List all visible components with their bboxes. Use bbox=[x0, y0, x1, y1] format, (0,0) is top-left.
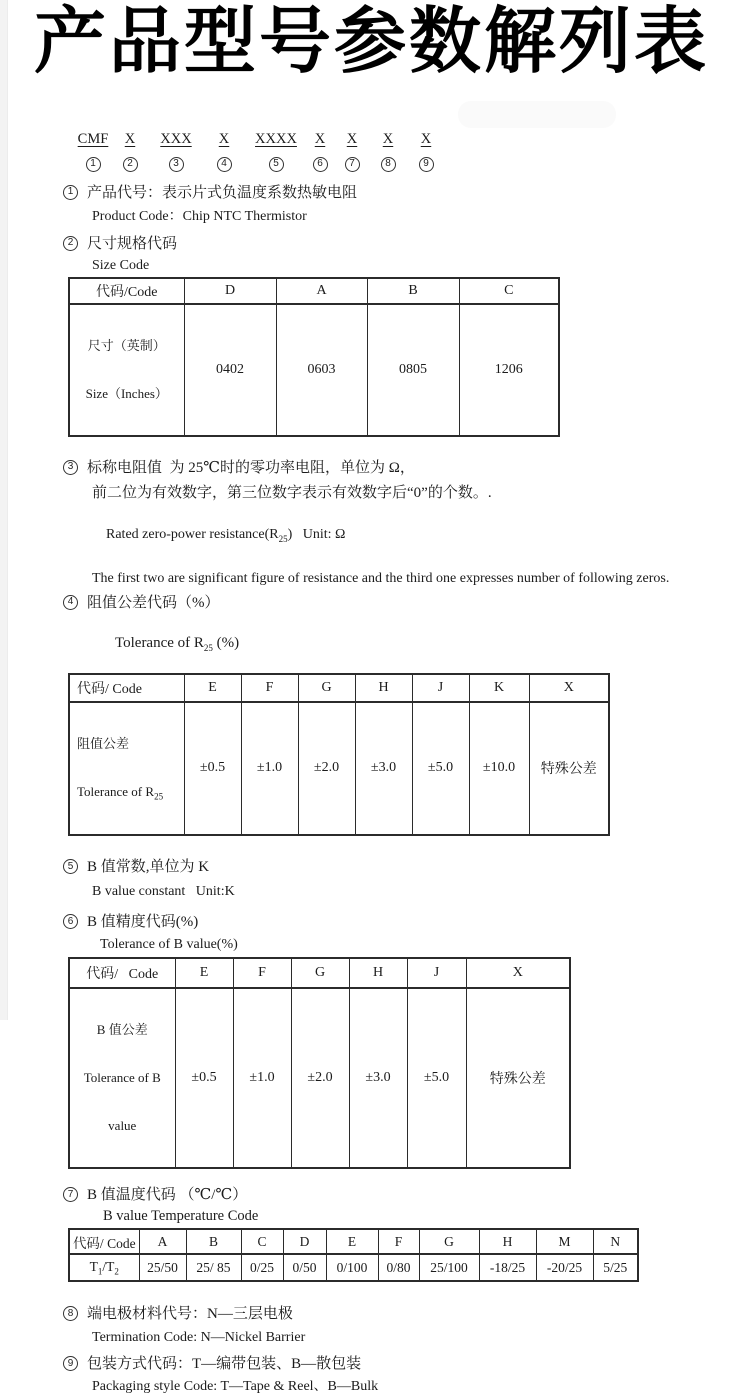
header-cell: B bbox=[367, 278, 459, 304]
section-9 bbox=[63, 1354, 750, 1374]
row-label-en: Size（Inches） bbox=[85, 385, 168, 401]
header-cell: F bbox=[241, 674, 298, 702]
value-cell: ±0.5 bbox=[184, 702, 241, 836]
value-cell: 25/100 bbox=[419, 1254, 479, 1281]
part-code-token bbox=[370, 130, 406, 148]
circled-number: 2 bbox=[123, 157, 138, 172]
token-text: X bbox=[346, 131, 358, 147]
section-2-zh: 尺寸规格代码 bbox=[87, 235, 178, 252]
header-cell: E bbox=[175, 958, 233, 988]
header-cell: F bbox=[233, 958, 291, 988]
token-text: X bbox=[218, 131, 230, 147]
token-text: CMF bbox=[77, 131, 109, 147]
value-cell: 特殊公差 bbox=[529, 702, 609, 836]
value-cell: 0/80 bbox=[378, 1254, 419, 1281]
section-3-en1 bbox=[92, 508, 750, 562]
header-cell: 代码/ Code bbox=[69, 1229, 139, 1254]
index-cell bbox=[406, 153, 446, 172]
circled-number: 9 bbox=[419, 157, 434, 172]
section-5 bbox=[63, 857, 750, 877]
en-sub: 25 bbox=[203, 642, 213, 653]
section-3-zh1: 标称电阻值 为 25℃时的零功率电阻，单位为 Ω， bbox=[87, 459, 415, 476]
value-cell: 0402 bbox=[184, 304, 276, 436]
part-number-format bbox=[76, 130, 750, 148]
row-label-zh: B 值公差 bbox=[96, 1022, 148, 1038]
section-1 bbox=[63, 183, 750, 203]
section-4-number: 4 bbox=[63, 595, 78, 610]
header-cell: 代码/Code bbox=[69, 278, 184, 304]
header-cell: B bbox=[186, 1229, 241, 1254]
index-cell bbox=[202, 153, 246, 172]
en1-post: ) Unit: Ω bbox=[287, 526, 346, 542]
section-6-zh: B 值精度代码(%) bbox=[87, 914, 199, 931]
index-cell bbox=[334, 153, 370, 172]
label-sub: 25 bbox=[154, 791, 164, 802]
circled-number: 1 bbox=[86, 157, 101, 172]
section-8-zh: 端电极材料代号：N—三层电极 bbox=[87, 1306, 293, 1323]
label-sub2: 2 bbox=[114, 1266, 119, 1277]
section-7-en: B value Temperature Code bbox=[103, 1208, 259, 1225]
label-sub1: 1 bbox=[97, 1266, 103, 1277]
section-6 bbox=[63, 912, 750, 932]
value-cell: ±3.0 bbox=[355, 702, 412, 836]
section-1-number: 1 bbox=[63, 185, 78, 200]
en1-pre: Rated zero-power resistance(R bbox=[106, 526, 279, 542]
row-label-en bbox=[77, 784, 182, 802]
circled-number: 6 bbox=[313, 157, 328, 172]
value-cell: ±0.5 bbox=[175, 988, 233, 1168]
section-4-zh: 阻值公差代码（%） bbox=[87, 594, 220, 611]
header-cell: G bbox=[291, 958, 349, 988]
index-cell bbox=[246, 153, 306, 172]
label-pre: Tolerance of R bbox=[77, 783, 155, 799]
section-6-en: Tolerance of B value(%) bbox=[100, 937, 238, 953]
section-1-en: Product Code：Chip NTC Thermistor bbox=[92, 208, 307, 224]
header-cell: 代码/ Code bbox=[69, 674, 184, 702]
b-value-temperature-table bbox=[68, 1228, 639, 1282]
header-cell: C bbox=[241, 1229, 283, 1254]
value-cell: 0603 bbox=[276, 304, 367, 436]
scan-artifact bbox=[458, 101, 616, 128]
section-3-en2: The first two are significant figure of resistance and the third one expresses number of following zeros. bbox=[92, 570, 670, 586]
part-code-token bbox=[110, 130, 150, 148]
section-5-number: 5 bbox=[63, 859, 78, 874]
header-cell: C bbox=[459, 278, 559, 304]
header-cell: H bbox=[355, 674, 412, 702]
row-label-cell bbox=[69, 988, 175, 1168]
header-cell: K bbox=[469, 674, 529, 702]
row-label-en2: value bbox=[108, 1118, 137, 1134]
circled-number: 3 bbox=[169, 157, 184, 172]
section-7 bbox=[63, 1185, 750, 1205]
part-number-indices bbox=[76, 153, 750, 172]
section-9-zh: 包装方式代码：T—编带包装、B—散包装 bbox=[87, 1356, 362, 1373]
header-cell: F bbox=[378, 1229, 419, 1254]
label-pre: T bbox=[89, 1258, 98, 1274]
section-8-number: 8 bbox=[63, 1306, 78, 1321]
value-cell: ±2.0 bbox=[291, 988, 349, 1168]
row-label-zh: 尺寸（英制） bbox=[87, 337, 166, 353]
value-cell: 25/ 85 bbox=[186, 1254, 241, 1281]
header-cell: A bbox=[139, 1229, 186, 1254]
b-value-tolerance-table bbox=[68, 957, 571, 1169]
index-cell bbox=[306, 153, 334, 172]
en1-sub: 25 bbox=[278, 533, 288, 544]
token-text: X bbox=[124, 131, 136, 147]
row-label-cell bbox=[69, 702, 184, 836]
section-3 bbox=[63, 458, 750, 478]
header-cell: G bbox=[419, 1229, 479, 1254]
header-cell: H bbox=[349, 958, 407, 988]
token-text: X bbox=[420, 131, 432, 147]
section-8-en: Termination Code: N—Nickel Barrier bbox=[92, 1330, 306, 1346]
header-cell: D bbox=[184, 278, 276, 304]
circled-number: 8 bbox=[381, 157, 396, 172]
value-cell: 0/100 bbox=[326, 1254, 378, 1281]
header-cell: J bbox=[407, 958, 466, 988]
page-title: 产品型号参数解列表 bbox=[34, 2, 710, 82]
value-cell: 特殊公差 bbox=[466, 988, 570, 1168]
header-cell: M bbox=[536, 1229, 593, 1254]
part-code-token bbox=[202, 130, 246, 148]
part-code-token bbox=[406, 130, 446, 148]
header-cell: 代码/ Code bbox=[69, 958, 175, 988]
r25-tolerance-table bbox=[68, 673, 610, 837]
section-3-zh2: 前二位为有效数字，第三位数字表示有效数字后“0”的个数。. bbox=[92, 484, 492, 501]
header-cell: X bbox=[529, 674, 609, 702]
token-text: X bbox=[382, 131, 394, 147]
header-cell: A bbox=[276, 278, 367, 304]
section-7-number: 7 bbox=[63, 1187, 78, 1202]
en-pre: Tolerance of R bbox=[115, 634, 204, 651]
header-cell: G bbox=[298, 674, 355, 702]
section-7-zh: B 值温度代码 （℃/℃） bbox=[87, 1187, 248, 1204]
section-9-en: Packaging style Code: T—Tape & Reel、B—Bulk bbox=[92, 1379, 379, 1395]
label-mid: /T bbox=[102, 1258, 115, 1274]
value-cell: 0/50 bbox=[283, 1254, 326, 1281]
section-4-en bbox=[100, 615, 750, 672]
part-code-token bbox=[246, 130, 306, 148]
section-3-number: 3 bbox=[63, 460, 78, 475]
token-text: XXXX bbox=[255, 131, 297, 147]
section-2 bbox=[63, 234, 750, 254]
header-cell: E bbox=[326, 1229, 378, 1254]
header-cell: D bbox=[283, 1229, 326, 1254]
row-label-en1: Tolerance of B bbox=[83, 1070, 161, 1086]
value-cell: -20/25 bbox=[536, 1254, 593, 1281]
index-cell bbox=[76, 153, 110, 172]
value-cell: 0805 bbox=[367, 304, 459, 436]
token-text: XXX bbox=[160, 131, 192, 147]
part-code-token bbox=[334, 130, 370, 148]
value-cell: 5/25 bbox=[593, 1254, 638, 1281]
value-cell: -18/25 bbox=[479, 1254, 536, 1281]
header-cell: H bbox=[479, 1229, 536, 1254]
part-code-token bbox=[150, 130, 202, 148]
en-post: (%) bbox=[212, 634, 240, 651]
section-8 bbox=[63, 1304, 750, 1324]
section-4 bbox=[63, 593, 750, 613]
row-label-cell bbox=[69, 1254, 139, 1281]
section-9-number: 9 bbox=[63, 1356, 78, 1371]
header-cell: J bbox=[412, 674, 469, 702]
circled-number: 7 bbox=[345, 157, 360, 172]
header-cell: X bbox=[466, 958, 570, 988]
value-cell: ±5.0 bbox=[412, 702, 469, 836]
section-1-zh: 产品代号：表示片式负温度系数热敏电阻 bbox=[87, 184, 358, 201]
circled-number: 4 bbox=[217, 157, 232, 172]
section-5-en: B value constant Unit:K bbox=[92, 884, 235, 900]
section-2-number: 2 bbox=[63, 236, 78, 251]
header-cell: E bbox=[184, 674, 241, 702]
circled-number: 5 bbox=[269, 157, 284, 172]
header-cell: N bbox=[593, 1229, 638, 1254]
value-cell: ±10.0 bbox=[469, 702, 529, 836]
index-cell bbox=[150, 153, 202, 172]
section-2-en: Size Code bbox=[92, 257, 150, 273]
size-code-table bbox=[68, 277, 560, 437]
value-cell: ±1.0 bbox=[241, 702, 298, 836]
value-cell: 1206 bbox=[459, 304, 559, 436]
scan-edge-shadow bbox=[0, 0, 8, 1020]
index-cell bbox=[370, 153, 406, 172]
part-code-token bbox=[76, 130, 110, 148]
value-cell: ±2.0 bbox=[298, 702, 355, 836]
section-6-number: 6 bbox=[63, 914, 78, 929]
part-code-token bbox=[306, 130, 334, 148]
row-label-zh: 阻值公差 bbox=[77, 735, 130, 751]
index-cell bbox=[110, 153, 150, 172]
value-cell: 0/25 bbox=[241, 1254, 283, 1281]
value-cell: 25/50 bbox=[139, 1254, 186, 1281]
value-cell: ±5.0 bbox=[407, 988, 466, 1168]
value-cell: ±1.0 bbox=[233, 988, 291, 1168]
token-text: X bbox=[314, 131, 326, 147]
value-cell: ±3.0 bbox=[349, 988, 407, 1168]
section-5-zh: B 值常数,单位为 K bbox=[87, 859, 210, 876]
row-label-cell bbox=[69, 304, 184, 436]
